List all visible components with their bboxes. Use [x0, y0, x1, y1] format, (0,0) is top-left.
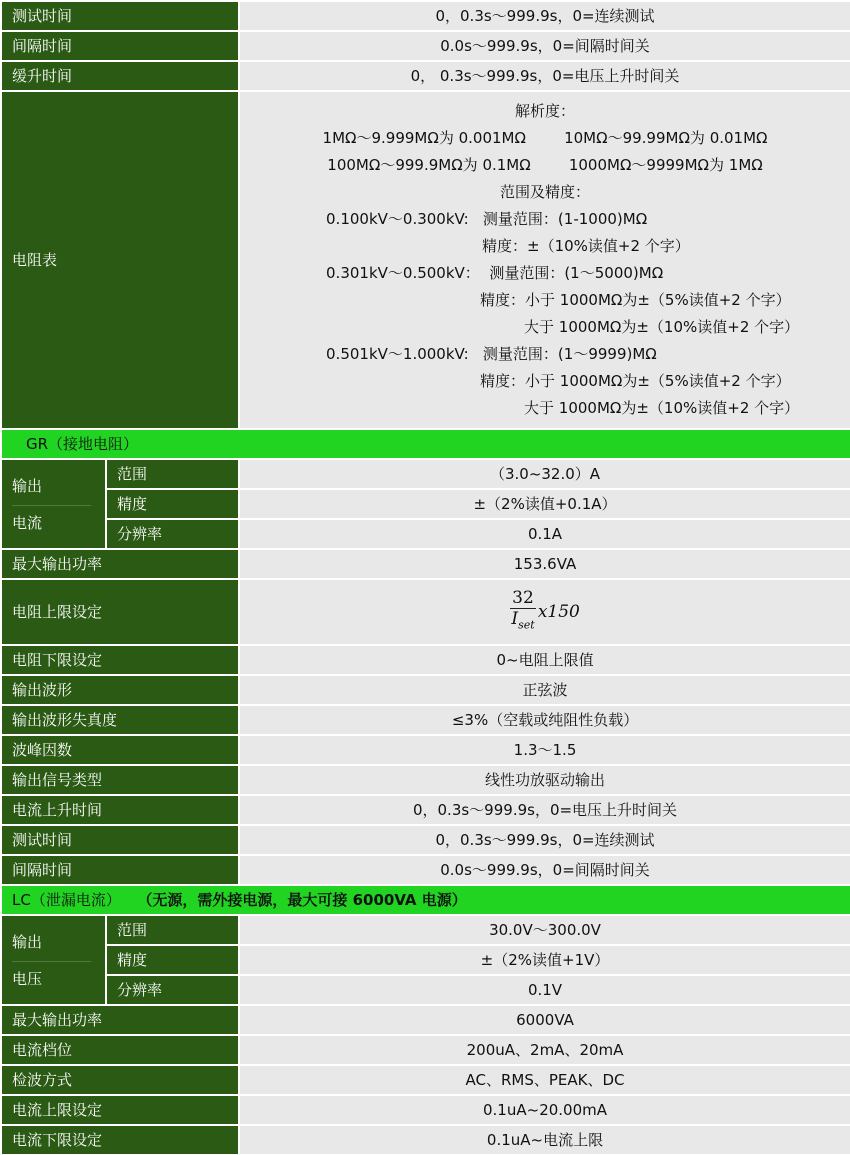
row-label: 电流上升时间 [1, 795, 239, 825]
row-value: 0，0.3s～999.9s，0=连续测试 [239, 825, 850, 855]
output-current-label [1, 459, 106, 549]
accuracy-line: 精度：±（10%读值+2 个字） [482, 237, 690, 255]
resistance-meter-spec [239, 91, 850, 429]
row-label: 测试时间 [1, 1, 239, 31]
table-row [1, 705, 850, 735]
range-line: 0.501kV～1.000kV: 测量范围：(1～9999)MΩ [326, 345, 657, 363]
row-value: 0，0.3s～999.9s，0=连续测试 [239, 1, 850, 31]
section-header-gr [1, 429, 850, 459]
row-value: 0.1uA~电流上限 [239, 1125, 850, 1155]
group-label-line: 输出 [12, 477, 91, 506]
accuracy-line: 精度：小于 1000MΩ为±（5%读值+2 个字） [480, 291, 791, 309]
row-label: 电阻下限设定 [1, 645, 239, 675]
table-row [1, 735, 850, 765]
row-label: 最大输出功率 [1, 1005, 239, 1035]
range-line: 0.100kV～0.300kV: 测量范围：(1-1000)MΩ [326, 210, 648, 228]
table-row [1, 31, 850, 61]
resolution-line: 1MΩ～9.999MΩ为 0.001MΩ 10MΩ～99.99MΩ为 0.01MΩ [322, 129, 768, 147]
table-row [1, 459, 850, 489]
row-value: 0，0.3s～999.9s，0=电压上升时间关 [239, 795, 850, 825]
table-row [1, 1035, 850, 1065]
table-row [1, 1, 850, 31]
formula [510, 588, 580, 635]
row-value: 153.6VA [239, 549, 850, 579]
formula-denominator-sub: set [518, 618, 535, 632]
row-value: 1.3～1.5 [239, 735, 850, 765]
row-label: 电阻上限设定 [1, 579, 239, 645]
row-value: 30.0V～300.0V [239, 915, 850, 945]
table-row [1, 549, 850, 579]
row-label: 精度 [106, 489, 239, 519]
row-value: 6000VA [239, 1005, 850, 1035]
table-row [1, 855, 850, 885]
row-value: 线性功放驱动输出 [239, 765, 850, 795]
accuracy-line: 精度：小于 1000MΩ为±（5%读值+2 个字） [480, 372, 791, 390]
row-value: 0.0s～999.9s，0=间隔时间关 [239, 31, 850, 61]
section-title: GR（接地电阻） [1, 429, 850, 459]
row-value: ±（2%读值+0.1A） [239, 489, 850, 519]
row-value: 0， 0.3s～999.9s，0=电压上升时间关 [239, 61, 850, 91]
row-value: 0.1A [239, 519, 850, 549]
row-label: 分辨率 [106, 975, 239, 1005]
section-header-lc [1, 885, 850, 915]
resistance-meter-row [1, 91, 850, 429]
table-row [1, 1125, 850, 1155]
row-value: （3.0~32.0）A [239, 459, 850, 489]
formula-multiplier: x150 [537, 601, 580, 622]
table-row [1, 915, 850, 945]
row-value: 0.1V [239, 975, 850, 1005]
row-label: 输出波形 [1, 675, 239, 705]
output-voltage-label [1, 915, 106, 1005]
row-label: 输出信号类型 [1, 765, 239, 795]
table-row [1, 61, 850, 91]
section-header-cell [1, 885, 850, 915]
row-label: 电流下限设定 [1, 1125, 239, 1155]
row-label: 波峰因数 [1, 735, 239, 765]
formula-denominator: I [511, 609, 519, 630]
row-value: ≤3%（空载或纯阻性负载） [239, 705, 850, 735]
table-row [1, 795, 850, 825]
table-row [1, 1095, 850, 1125]
row-label: 缓升时间 [1, 61, 239, 91]
table-row [1, 1005, 850, 1035]
table-row [1, 825, 850, 855]
row-value: 0.1uA~20.00mA [239, 1095, 850, 1125]
row-value: 0~电阻上限值 [239, 645, 850, 675]
row-label: 范围 [106, 459, 239, 489]
accuracy-line: 大于 1000MΩ为±（10%读值+2 个字） [524, 399, 800, 417]
row-value: 0.0s～999.9s，0=间隔时间关 [239, 855, 850, 885]
resistance-meter-label: 电阻表 [1, 91, 239, 429]
row-label: 最大输出功率 [1, 549, 239, 579]
table-row [1, 645, 850, 675]
formula-numerator: 32 [512, 588, 534, 609]
group-label-line: 电压 [12, 969, 43, 988]
table-row [1, 765, 850, 795]
row-label: 检波方式 [1, 1065, 239, 1095]
row-label: 测试时间 [1, 825, 239, 855]
resolution-heading: 解析度： [515, 102, 576, 120]
group-label-line: 输出 [12, 933, 91, 962]
section-title: LC（泄漏电流） [12, 891, 121, 909]
formula-cell [239, 579, 850, 645]
row-label: 电流上限设定 [1, 1095, 239, 1125]
table-row [1, 489, 850, 519]
row-value: 正弦波 [239, 675, 850, 705]
row-label: 间隔时间 [1, 31, 239, 61]
table-row [1, 579, 850, 645]
table-row [1, 519, 850, 549]
table-row [1, 945, 850, 975]
row-value: AC、RMS、PEAK、DC [239, 1065, 850, 1095]
row-label: 电流档位 [1, 1035, 239, 1065]
row-value: ±（2%读值+1V） [239, 945, 850, 975]
row-value: 200uA、2mA、20mA [239, 1035, 850, 1065]
range-heading: 范围及精度： [500, 183, 591, 201]
table-row [1, 675, 850, 705]
table-row [1, 975, 850, 1005]
resolution-line: 100MΩ～999.9MΩ为 0.1MΩ 1000MΩ～9999MΩ为 1MΩ [327, 156, 763, 174]
accuracy-line: 大于 1000MΩ为±（10%读值+2 个字） [524, 318, 800, 336]
section-note: （无源，需外接电源，最大可接 6000VA 电源） [144, 891, 467, 909]
row-label: 分辨率 [106, 519, 239, 549]
range-line: 0.301kV～0.500kV： 测量范围：(1～5000)MΩ [326, 264, 664, 282]
table-row [1, 1065, 850, 1095]
row-label: 输出波形失真度 [1, 705, 239, 735]
row-label: 精度 [106, 945, 239, 975]
row-label: 范围 [106, 915, 239, 945]
row-label: 间隔时间 [1, 855, 239, 885]
group-label-line: 电流 [12, 513, 43, 532]
